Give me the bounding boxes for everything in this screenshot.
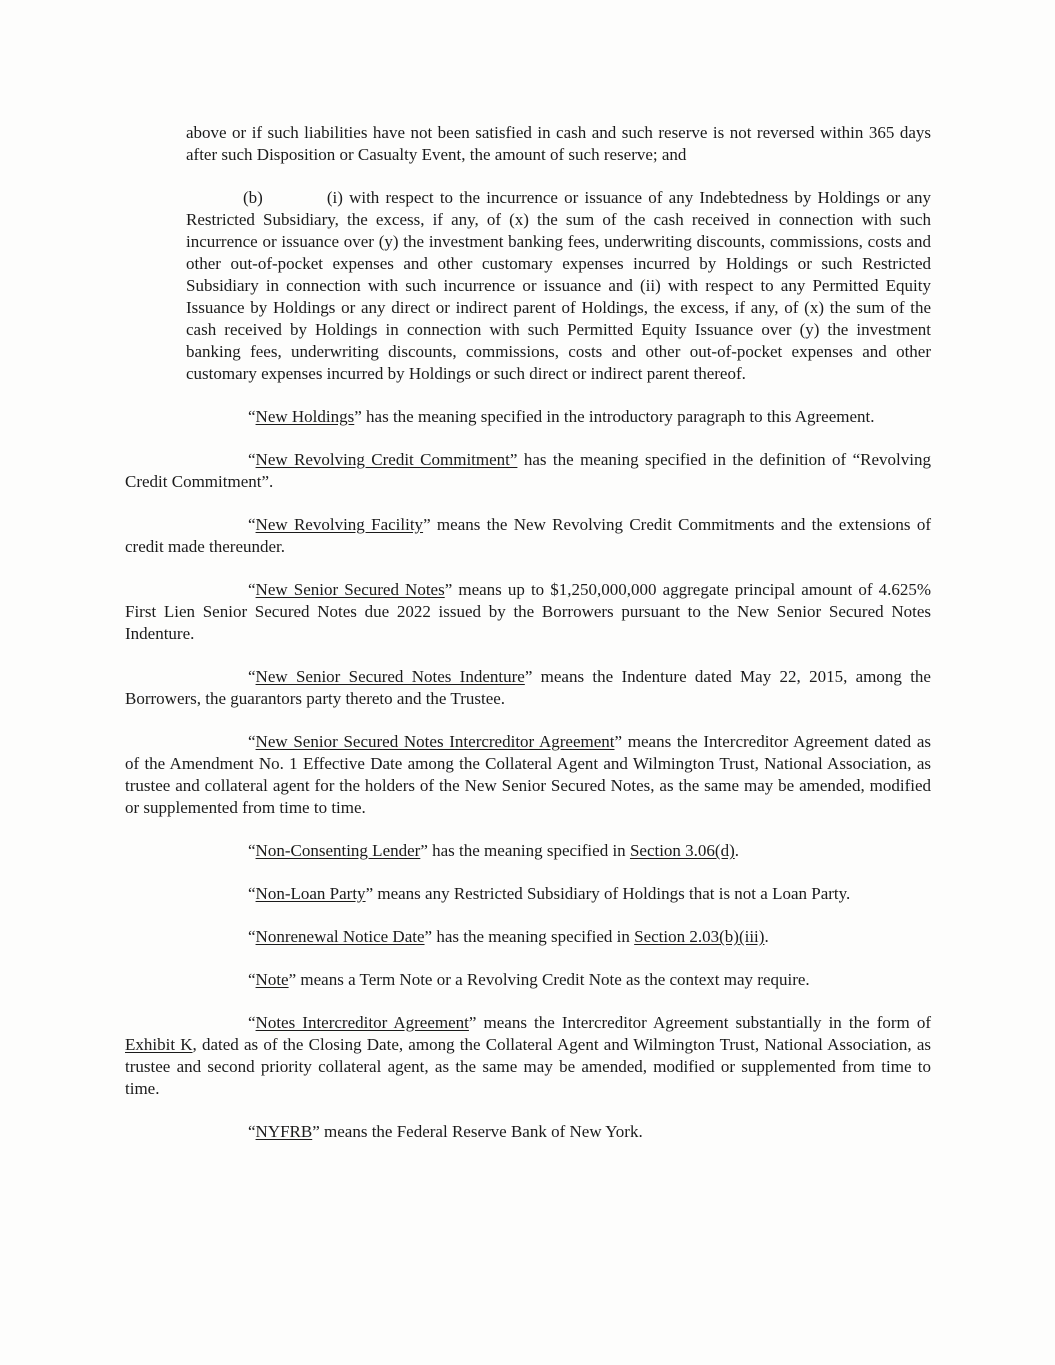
definition-notes-intercreditor-agreement [125, 1012, 931, 1100]
definition-body: ” has the meaning specified in [424, 927, 635, 946]
exhibit-k-reference: Exhibit K [125, 1035, 193, 1054]
definition-body: ” has the meaning specified in [420, 841, 630, 860]
open-quote: “ [248, 841, 256, 860]
paragraph-clause-continuation [186, 122, 931, 166]
defined-term-new-senior-secured-notes-indenture: New Senior Secured Notes Indenture [255, 667, 525, 686]
definition-body: ” means the Intercreditor Agreement substantially in the form of [468, 1013, 931, 1032]
page-content [125, 122, 931, 1164]
defined-term-new-revolving-credit-commitment: New Revolving Credit Commitment” [255, 450, 518, 469]
definition-note [125, 969, 931, 991]
open-quote: “ [248, 1122, 256, 1141]
open-quote: “ [248, 580, 256, 599]
defined-term-note: Note [255, 970, 289, 989]
definition-body: ” means the New Revolving Credit Commitments and the extensions of credit made thereunder. [125, 515, 932, 556]
definition-new-revolving-credit-commitment [125, 449, 931, 493]
open-quote: “ [248, 970, 256, 989]
definition-tail: , dated as of the Closing Date, among the Collateral Agent and Wilmington Trust, National Association, as trustee and second priority collateral agent, as the same may be amended, modified or supplemented from time to time. [125, 1035, 931, 1098]
defined-term-new-revolving-facility: New Revolving Facility [255, 515, 424, 534]
defined-term-non-consenting-lender: Non-Consenting Lender [255, 841, 421, 860]
definition-new-senior-secured-notes [125, 579, 931, 645]
clause-continuation-text: above or if such liabilities have not been satisfied in cash and such reserve is not reversed within 365 days after such Disposition or Casualty Event, the amount of such reserve; and [186, 123, 931, 164]
definition-body: has the meaning specified in the definition of “Revolving Credit Commitment”. [125, 450, 931, 491]
definition-body: ” has the meaning specified in the introductory paragraph to this Agreement. [354, 407, 875, 426]
definition-body: ” means the Indenture dated May 22, 2015, among the Borrowers, the guarantors party thereto and the Trustee. [125, 667, 931, 708]
definition-non-loan-party [125, 883, 931, 905]
section-reference-3-06-d: Section 3.06(d) [629, 841, 735, 860]
definition-body: ” means a Term Note or a Revolving Credit Note as the context may require. [288, 970, 810, 989]
definition-new-holdings [125, 406, 931, 428]
definition-body: ” means up to $1,250,000,000 aggregate principal amount of 4.625% First Lien Senior Secured Notes due 2022 issued by the Borrowers pursuant to the New Senior Secured Notes Indenture. [125, 580, 932, 643]
defined-term-new-senior-secured-notes-intercreditor-agreement: New Senior Secured Notes Intercreditor Agreement [255, 732, 615, 751]
defined-term-non-loan-party: Non-Loan Party [255, 884, 366, 903]
section-reference-2-03-b-iii: Section 2.03(b)(iii) [634, 927, 765, 946]
defined-term-nonrenewal-notice-date: Nonrenewal Notice Date [255, 927, 425, 946]
clause-b-label: (b) [243, 188, 263, 207]
definition-tail: . [734, 841, 740, 860]
open-quote: “ [248, 450, 256, 469]
open-quote: “ [248, 732, 256, 751]
definition-new-senior-secured-notes-indenture [125, 666, 931, 710]
definition-new-revolving-facility [125, 514, 931, 558]
defined-term-new-senior-secured-notes: New Senior Secured Notes [255, 580, 445, 599]
open-quote: “ [248, 667, 256, 686]
definition-body: ” means the Federal Reserve Bank of New York. [312, 1122, 643, 1141]
open-quote: “ [248, 515, 256, 534]
defined-term-nyfrb: NYFRB [255, 1122, 313, 1141]
defined-term-new-holdings: New Holdings [255, 407, 355, 426]
definition-tail: . [764, 927, 769, 946]
defined-term-notes-intercreditor-agreement: Notes Intercreditor Agreement [255, 1013, 469, 1032]
open-quote: “ [248, 884, 256, 903]
definition-body: ” means the Intercreditor Agreement dated as of the Amendment No. 1 Effective Date among the Collateral Agent and Wilmington Trust, National Association, as trustee and collateral agent for the holders of the New Senior Secured Notes, as the same may be amended, modified or supplemented from time to time. [125, 732, 931, 817]
clause-b-text: (i) with respect to the incurrence or issuance of any Indebtedness by Holdings or any Restricted Subsidiary, the excess, if any, of (x) the sum of the cash received in connection with such incurrence or issuance over (y) the investment banking fees, underwriting discounts, commissions, costs and other out-of-pocket expenses and other customary expenses incurred by Holdings or such Restricted Subsidiary in connection with such incurrence or issuance and (ii) with respect to any Permitted Equity Issuance by Holdings or any direct or indirect parent of Holdings, the excess, if any, of (x) the sum of the cash received by Holdings in connection with such Permitted Equity Issuance over (y) the investment banking fees, underwriting discounts, commissions, costs and other out-of-pocket expenses and other customary expenses incurred by Holdings or such direct or indirect parent thereof. [186, 188, 931, 383]
open-quote: “ [248, 1013, 256, 1032]
definition-nonrenewal-notice-date [125, 926, 931, 948]
definition-body: ” means any Restricted Subsidiary of Holdings that is not a Loan Party. [365, 884, 851, 903]
definition-nyfrb [125, 1121, 931, 1143]
definition-new-senior-secured-notes-intercreditor-agreement [125, 731, 931, 819]
paragraph-clause-b [186, 187, 931, 385]
open-quote: “ [248, 927, 256, 946]
definition-non-consenting-lender [125, 840, 931, 862]
open-quote: “ [248, 407, 256, 426]
